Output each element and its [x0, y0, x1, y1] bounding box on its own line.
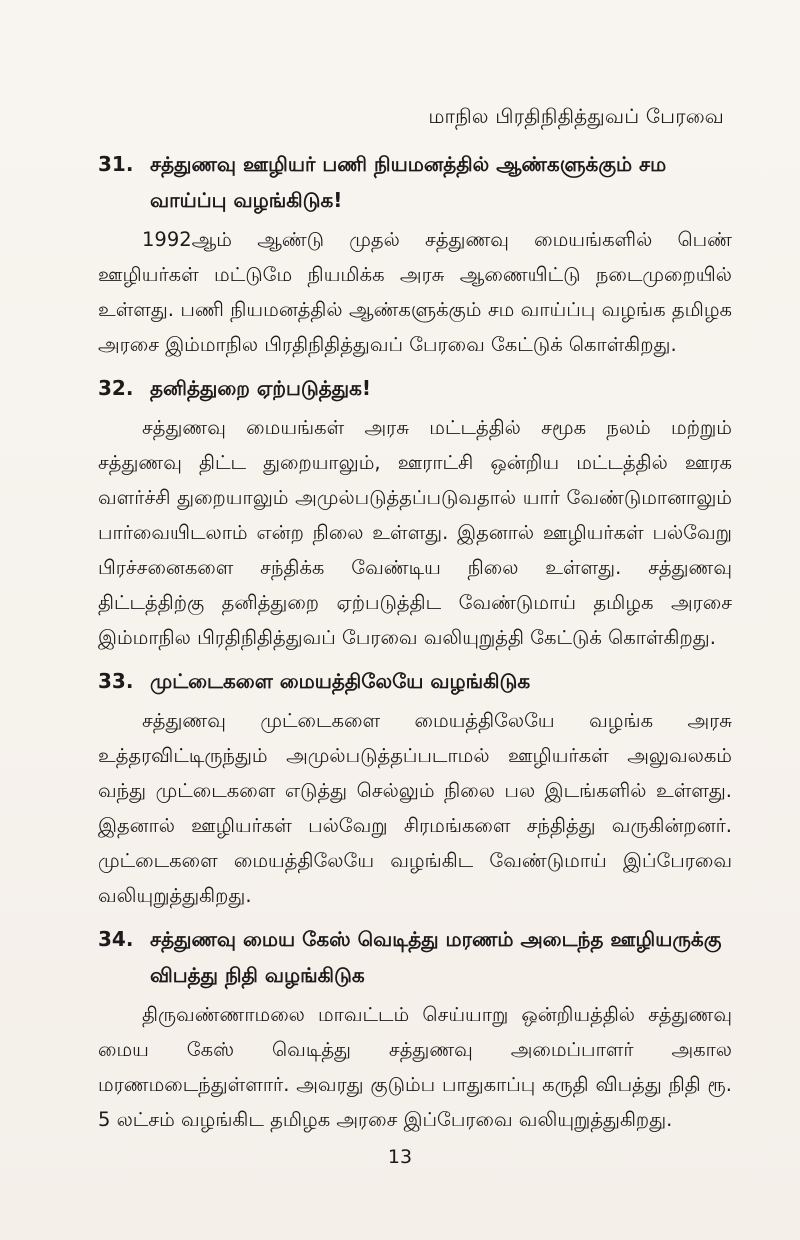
- section-number: 32.: [98, 376, 134, 400]
- section-number: 33.: [98, 669, 134, 693]
- section-title: [98, 921, 732, 993]
- section-title: [98, 146, 732, 218]
- section-number: 31.: [98, 152, 134, 176]
- section-32: [98, 370, 732, 655]
- section-heading: தனித்துறை ஏற்படுத்துக!: [150, 376, 372, 400]
- section-body: சத்துணவு முட்டைகளை மையத்திலேயே வழங்க அரசு உத்தரவிட்டிருந்தும் அமுல்படுத்தப்படாமல் ஊழியர்கள் அலுவலகம் வந்து முட்டைகளை எடுத்து செல்லும் நிலை பல இடங்களில் உள்ளது. இதனால் ஊழியர்கள் பல்வேறு சிரமங்களை சந்தித்து வருகின்றனர். முட்டைகளை மையத்திலேயே வழங்கிட வேண்டுமாய் இப்பேரவை வலியுறுத்துகிறது.: [98, 709, 732, 907]
- section-heading: சத்துணவு ஊழியர் பணி நியமனத்தில் ஆண்களுக்கும் சம வாய்ப்பு வழங்கிடுக!: [150, 152, 667, 212]
- section-number: 34.: [98, 927, 134, 951]
- section-body: திருவண்ணாமலை மாவட்டம் செய்யாறு ஒன்றியத்தில் சத்துணவு மைய கேஸ் வெடித்து சத்துணவு அமைப்பாளர் அகால மரணமடைந்துள்ளார். அவரது குடும்ப பாதுகாப்பு கருதி விபத்து நிதி ரூ. 5 லட்சம் வழங்கிட தமிழக அரசை இப்பேரவை வலியுறுத்துகிறது.: [98, 1003, 732, 1131]
- section-title: [98, 370, 732, 406]
- section-heading: சத்துணவு மைய கேஸ் வெடித்து மரணம் அடைந்த ஊழியருக்கு விபத்து நிதி வழங்கிடுக: [150, 927, 722, 987]
- section-body: 1992ஆம் ஆண்டு முதல் சத்துணவு மையங்களில் பெண் ஊழியர்கள் மட்டுமே நியமிக்க அரசு ஆணையிட்டு நடைமுறையில் உள்ளது. பணி நியமனத்தில் ஆண்களுக்கும் சம வாய்ப்பு வழங்க தமிழக அரசை இம்மாநில பிரதிநிதித்துவப் பேரவை கேட்டுக் கொள்கிறது.: [98, 228, 732, 356]
- section-body: சத்துணவு மையங்கள் அரசு மட்டத்தில் சமூக நலம் மற்றும் சத்துணவு திட்ட துறையாலும், ஊராட்சி ஒன்றிய மட்டத்தில் ஊரக வளர்ச்சி துறையாலும் அமுல்படுத்தப்படுவதால் யார் வேண்டுமானாலும் பார்வையிடலாம் என்ற நிலை உள்ளது. இதனால் ஊழியர்கள் பல்வேறு பிரச்சனைகளை சந்திக்க வேண்டிய நிலை உள்ளது. சத்துணவு திட்டத்திற்கு தனித்துறை ஏற்படுத்திட வேண்டுமாய் தமிழக அரசை இம்மாநில பிரதிநிதித்துவப் பேரவை வலியுறுத்தி கேட்டுக் கொள்கிறது.: [98, 416, 732, 649]
- section-34: [98, 921, 732, 1137]
- section-heading: முட்டைகளை மையத்திலேயே வழங்கிடுக: [150, 669, 531, 693]
- section-title: [98, 663, 732, 699]
- section-31: [98, 146, 732, 362]
- page-number: 13: [387, 1146, 413, 1168]
- page-content: [98, 146, 732, 1145]
- running-header: மாநில பிரதிநிதித்துவப் பேரவை: [428, 104, 724, 128]
- section-33: [98, 663, 732, 913]
